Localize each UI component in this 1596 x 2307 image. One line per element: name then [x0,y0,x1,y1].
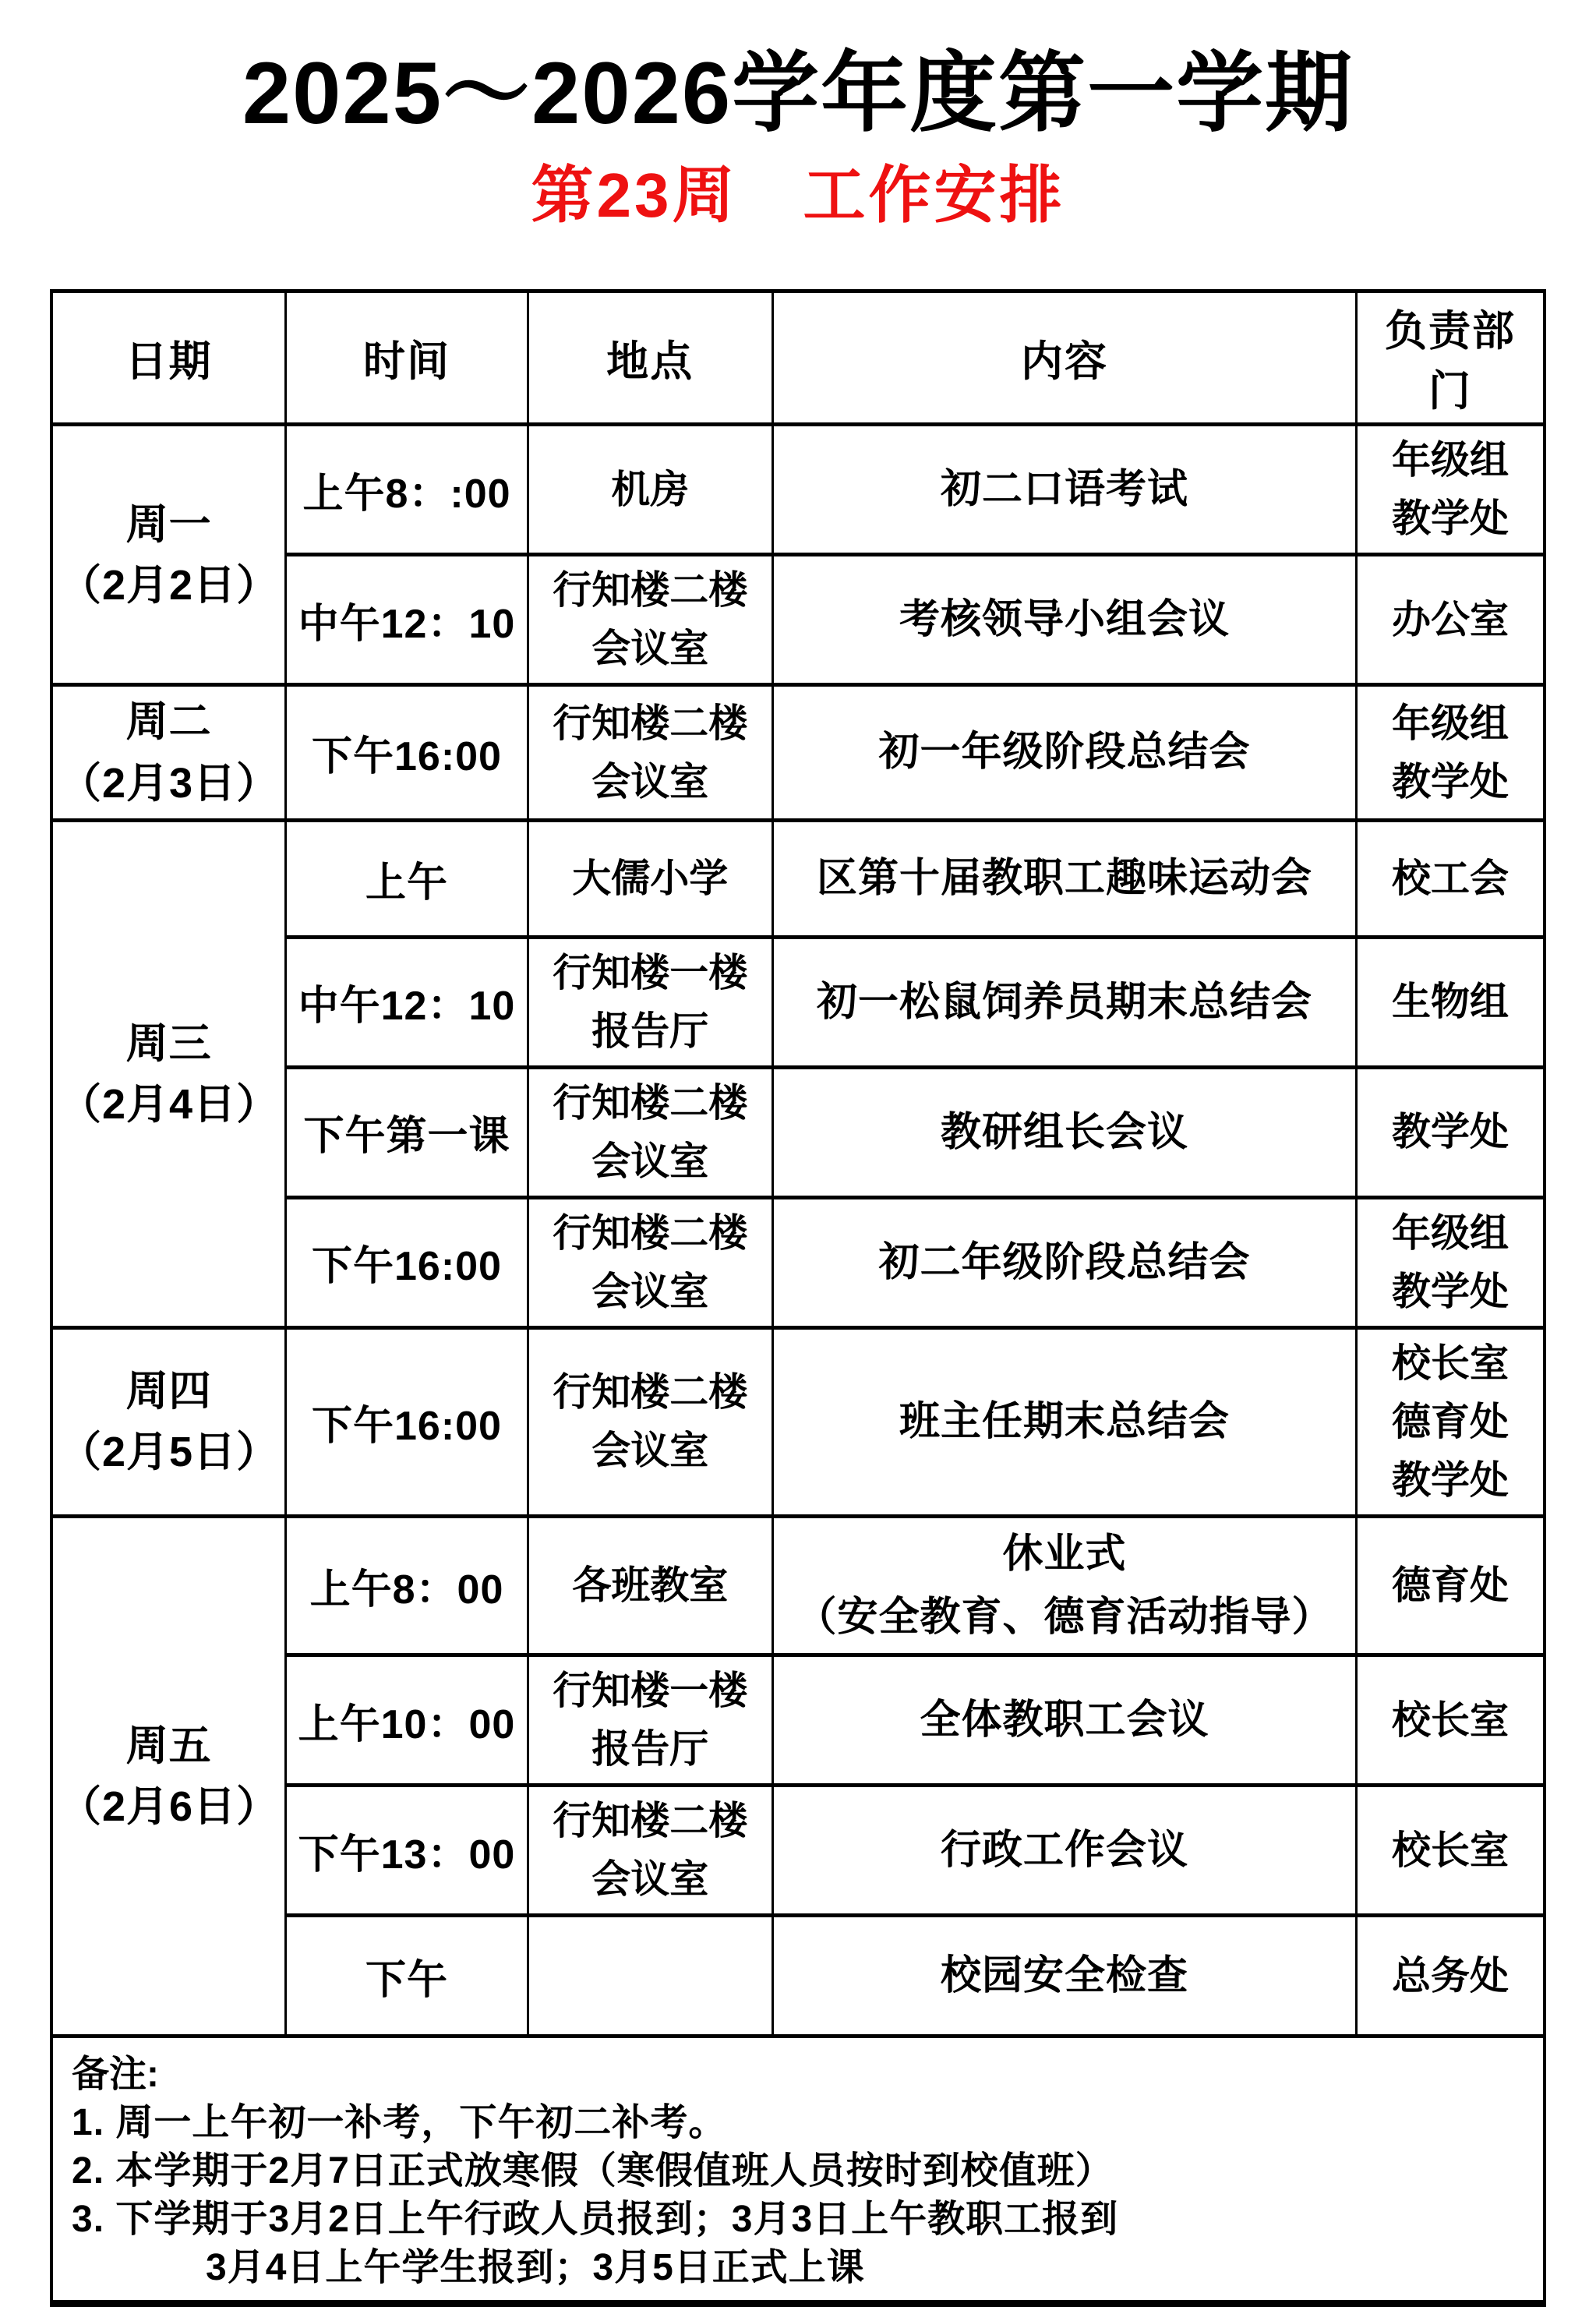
table-row [51,820,1545,937]
day-cell-thursday [51,1327,286,1516]
day-label: 周二 [125,698,212,746]
department-line: 校工会 [1392,856,1509,900]
note-item: 3. 下学期于3月2日上午行政人员报到；3月3日上午教职工报到 [72,2199,1119,2241]
table-row [51,1516,1545,1655]
note-item: 2. 本学期于2月7日正式放寒假（寒假值班人员按时到校值班） [72,2150,1114,2192]
place-cell [528,937,772,1067]
place-line: 会议室 [591,1429,709,1473]
department-cell [1357,1516,1545,1655]
place-line: 报告厅 [591,1727,709,1772]
place-line: 行知楼二楼 [553,1799,748,1843]
place-line: 会议室 [591,1269,709,1313]
header-row [51,291,1545,425]
department-line: 校长室 [1392,1828,1509,1872]
header-content: 内容 [772,291,1356,425]
content-line: 班主任期末总结会 [899,1399,1230,1445]
department-cell [1357,1786,1545,1916]
notes-row [51,2037,1545,2304]
table-row [51,1327,1545,1516]
place-cell [528,1067,772,1197]
department-cell [1357,555,1545,685]
content-cell [772,1916,1356,2037]
department-line: 年级组 [1392,438,1509,482]
place-line: 会议室 [591,1857,709,1902]
day-cell-friday [51,1516,286,2036]
place-line: 会议室 [591,1139,709,1183]
content-line: 教研组长会议 [940,1109,1188,1155]
place-cell [528,1655,772,1786]
content-line: 初二年级阶段总结会 [878,1239,1251,1285]
place-cell [528,425,772,555]
day-label: 周一 [125,500,212,548]
day-label: 周三 [125,1019,212,1067]
place-line: 行知楼二楼 [553,701,748,745]
place-cell [528,820,772,937]
content-line: 休业式 [1002,1531,1127,1577]
note-item-continuation: 3月4日上午学生报到；3月5日正式上课 [206,2247,865,2289]
content-cell [772,1786,1356,1916]
department-cell [1357,1655,1545,1786]
department-line: 教学处 [1392,1269,1509,1313]
page-title: 2025～2026学年度第一学期 [242,44,1354,142]
time-cell: 中午12：10 [286,937,528,1067]
department-cell [1357,937,1545,1067]
time-cell: 上午8：00 [286,1516,528,1655]
place-line: 行知楼二楼 [553,568,748,613]
department-line: 教学处 [1392,1457,1509,1502]
day-date: （2月3日） [59,759,280,807]
department-line: 年级组 [1392,1210,1509,1255]
department-line: 办公室 [1392,597,1509,641]
schedule-table [50,289,1546,2307]
department-cell [1357,425,1545,555]
content-line: 初一年级阶段总结会 [878,730,1251,775]
content-cell [772,425,1356,555]
department-line: 德育处 [1392,1563,1509,1608]
place-line: 会议室 [591,759,709,804]
day-date: （2月5日） [59,1429,280,1476]
content-cell [772,685,1356,821]
content-line: 考核领导小组会议 [899,597,1230,643]
time-cell: 下午第一课 [286,1067,528,1197]
department-line: 生物组 [1392,980,1509,1024]
place-line: 行知楼二楼 [553,1080,748,1125]
header-time: 时间 [286,291,528,425]
content-cell [772,555,1356,685]
department-line: 教学处 [1392,1110,1509,1154]
content-cell [772,1067,1356,1197]
place-line: 行知楼一楼 [553,1669,748,1713]
content-line: 初二口语考试 [940,467,1188,513]
department-line: 教学处 [1392,759,1509,804]
department-line: 教学处 [1392,496,1509,541]
place-line: 行知楼一楼 [553,950,748,995]
note-item: 1. 周一上午初一补考，下午初二补考。 [72,2102,727,2144]
day-cell-wednesday [51,820,286,1327]
department-cell [1357,1327,1545,1516]
place-cell [528,1916,772,2037]
place-line: 大儒小学 [572,856,729,900]
time-cell: 下午13：00 [286,1786,528,1916]
content-cell [772,820,1356,937]
content-cell [772,937,1356,1067]
place-line: 行知楼二楼 [553,1370,748,1415]
place-cell [528,555,772,685]
document-page [0,37,1596,2295]
time-cell: 上午 [286,820,528,937]
department-line: 年级组 [1392,701,1509,745]
content-line: 行政工作会议 [940,1827,1188,1873]
content-line: 初一松鼠饲养员期末总结会 [816,979,1312,1025]
place-cell [528,1197,772,1327]
content-line: 区第十届教职工趣味运动会 [816,856,1312,902]
place-line: 行知楼二楼 [553,1210,748,1255]
place-line: 各班教室 [572,1563,729,1608]
table-row [51,425,1545,555]
place-cell [528,685,772,821]
table-row [51,685,1545,821]
department-cell [1357,685,1545,821]
place-cell [528,1327,772,1516]
content-cell [772,1197,1356,1327]
day-date: （2月6日） [59,1783,280,1831]
time-cell: 下午 [286,1916,528,2037]
content-cell [772,1327,1356,1516]
department-cell [1357,820,1545,937]
department-line: 校长室 [1392,1698,1509,1742]
day-cell-tuesday [51,685,286,821]
notes-heading: 备注: [72,2054,159,2096]
content-line: 校园安全检查 [940,1952,1188,1998]
department-cell [1357,1916,1545,2037]
place-line: 会议室 [591,627,709,671]
department-line: 总务处 [1392,1953,1509,1998]
place-line: 机房 [611,467,690,511]
day-label: 周五 [125,1722,212,1769]
time-cell: 上午8：:00 [286,425,528,555]
time-cell: 下午16:00 [286,1327,528,1516]
table-header [51,291,1545,425]
department-cell [1357,1197,1545,1327]
content-cell [772,1655,1356,1786]
place-cell [528,1786,772,1916]
department-cell [1357,1067,1545,1197]
page-subtitle: 第23周 工作安排 [531,161,1065,231]
content-line: 全体教职工会议 [920,1697,1209,1743]
day-cell-monday [51,425,286,685]
header-department: 负责部门 [1357,291,1545,425]
department-line: 德育处 [1392,1399,1509,1443]
department-line: 校长室 [1392,1341,1509,1385]
content-cell [772,1516,1356,1655]
notes-cell [51,2037,1545,2304]
place-cell [528,1516,772,1655]
time-cell: 下午16:00 [286,1197,528,1327]
content-line: （安全教育、德育活动指导） [796,1594,1333,1640]
day-label: 周四 [125,1368,212,1415]
place-line: 报告厅 [591,1009,709,1053]
header-place: 地点 [528,291,772,425]
day-date: （2月4日） [59,1080,280,1128]
day-date: （2月2日） [59,561,280,609]
time-cell: 中午12：10 [286,555,528,685]
time-cell: 上午10：00 [286,1655,528,1786]
time-cell: 下午16:00 [286,685,528,821]
header-date: 日期 [51,291,286,425]
